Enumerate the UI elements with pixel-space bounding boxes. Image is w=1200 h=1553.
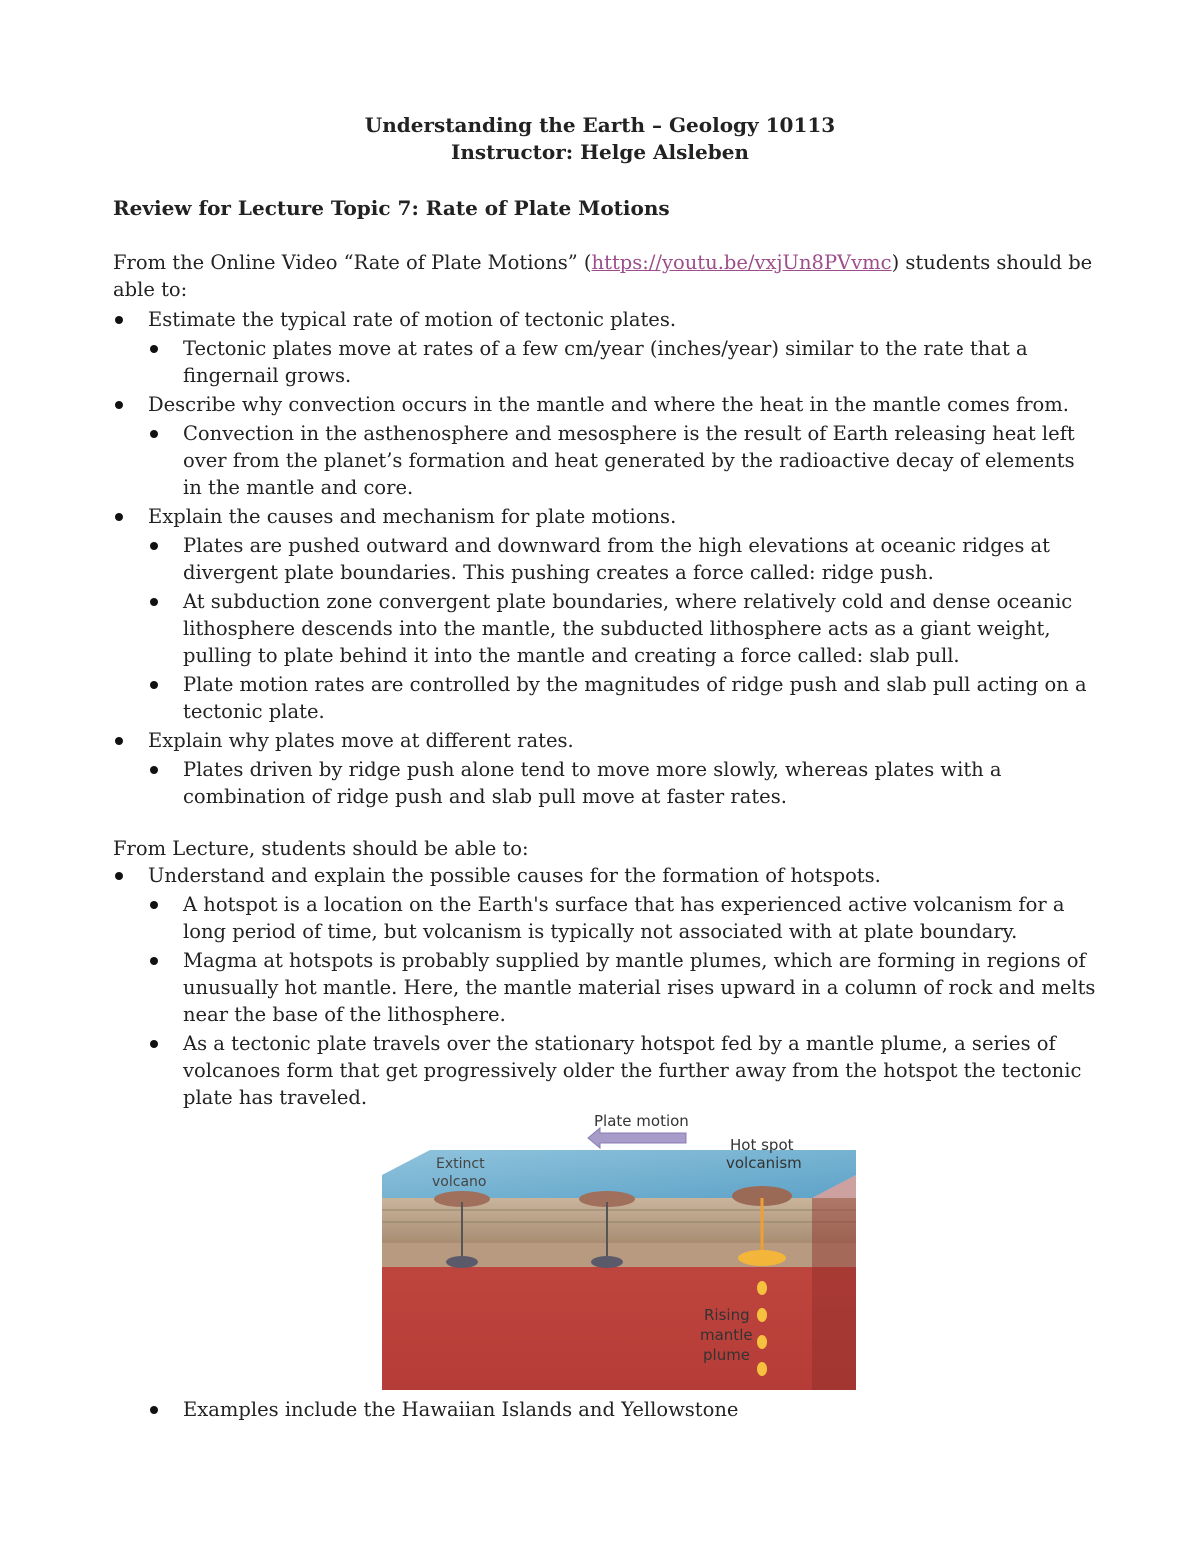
block-side (812, 1175, 856, 1390)
plume-blob (757, 1308, 767, 1322)
list-item (148, 532, 1098, 586)
video-intro (113, 249, 1093, 303)
list-item (113, 727, 1098, 810)
list-item-text: Examples include the Hawaiian Islands and Yellowstone (183, 1398, 739, 1421)
plate-motion-label: Plate motion (594, 1112, 689, 1130)
list-item (148, 671, 1098, 725)
plume-head (738, 1250, 786, 1266)
list-item (148, 335, 1098, 389)
bullet-icon (150, 1406, 158, 1414)
list-item (148, 1396, 1098, 1423)
examples-list (148, 1396, 1098, 1425)
list-item-text: Understand and explain the possible causes for the formation of hotspots. (148, 864, 881, 887)
sub-list (148, 532, 1098, 725)
list-item (113, 306, 1098, 389)
plume-blob (757, 1335, 767, 1349)
list-item-text: Tectonic plates move at rates of a few cm/year (inches/year) similar to the rate that a fingernail grows. (183, 337, 1028, 387)
list-item (113, 862, 1098, 1111)
list-item-text: Convection in the asthenosphere and mesosphere is the result of Earth releasing heat left over from the planet’s formation and heat generated by the radioactive decay of elements in the mantle and core. (183, 422, 1075, 499)
bullet-icon (150, 901, 158, 909)
bullet-icon (150, 542, 158, 550)
plume-label: plume (703, 1346, 751, 1364)
rising-label: Rising (704, 1306, 750, 1324)
list-item (148, 1030, 1098, 1111)
list-item-text: Plate motion rates are controlled by the magnitudes of ridge push and slab pull acting on a tectonic plate. (183, 673, 1087, 723)
list-item (113, 503, 1098, 725)
plume-blob (757, 1281, 767, 1295)
hotspot-figure (382, 1110, 856, 1390)
sub-list (148, 891, 1098, 1111)
list-item-text: As a tectonic plate travels over the stationary hotspot fed by a mantle plume, a series of volcanoes form that get progressively older the further away from the hotspot the tectonic plate has traveled. (183, 1032, 1082, 1109)
list-item-text: Magma at hotspots is probably supplied by mantle plumes, which are forming in regions of unusually hot mantle. Here, the mantle material rises upward in a column of rock and melts near the base of the lithosphere. (183, 949, 1096, 1026)
video-objectives-list (113, 306, 1098, 812)
video-link[interactable]: https://youtu.be/vxjUn8PVvmc (591, 251, 892, 274)
bullet-icon (115, 872, 123, 880)
list-item-text: A hotspot is a location on the Earth's surface that has experienced active volcanism for a long period of time, but volcanism is typically not associated with at plate boundary. (183, 893, 1065, 943)
bullet-icon (150, 681, 158, 689)
list-item-text: Explain the causes and mechanism for plate motions. (148, 505, 677, 528)
video-intro-before: From the Online Video “Rate of Plate Motions” ( (113, 251, 592, 274)
volcanism-label: volcanism (726, 1154, 802, 1172)
course-title: Understanding the Earth – Geology 10113 (364, 113, 836, 137)
bullet-icon (115, 513, 123, 521)
list-item (148, 891, 1098, 945)
bullet-icon (150, 345, 158, 353)
sub-list (148, 756, 1098, 810)
lecture-intro: From Lecture, students should be able to: (113, 837, 529, 860)
video-intro-after: ) students should be able to: (113, 251, 1093, 301)
bullet-icon (115, 316, 123, 324)
list-item-text: Explain why plates move at different rates. (148, 729, 574, 752)
plume-blob (757, 1362, 767, 1376)
old-magma-chamber (591, 1256, 623, 1268)
document-header (0, 112, 1200, 166)
hotspot-diagram (382, 1110, 856, 1390)
list-item (148, 588, 1098, 669)
bullet-icon (150, 957, 158, 965)
plate-motion-arrow (588, 1128, 686, 1148)
sub-list (148, 335, 1098, 389)
list-item-text: Plates are pushed outward and downward from the high elevations at oceanic ridges at divergent plate boundaries. This pushing creates a force called: ridge push. (183, 534, 1050, 584)
bullet-icon (150, 598, 158, 606)
extinct-label: Extinct (436, 1156, 485, 1172)
lecture-objectives-list (113, 862, 1098, 1113)
list-item (113, 391, 1098, 501)
list-item (148, 947, 1098, 1028)
bullet-icon (115, 737, 123, 745)
section-title: Review for Lecture Topic 7: Rate of Plate Motions (113, 196, 670, 220)
instructor-line: Instructor: Helge Alsleben (451, 140, 749, 164)
list-item (148, 756, 1098, 810)
bullet-icon (150, 430, 158, 438)
extinct-magma-chamber (446, 1256, 478, 1268)
sub-list (148, 420, 1098, 501)
hot-spot-label: Hot spot (730, 1136, 794, 1154)
list-item-text: At subduction zone convergent plate boundaries, where relatively cold and dense oceanic lithosphere descends into the mantle, the subducted lithosphere acts as a giant weight, pulling to plate behind it into the mantle and creating a force called: slab pull. (183, 590, 1073, 667)
list-item-text: Plates driven by ridge push alone tend to move more slowly, whereas plates with a combination of ridge push and slab pull move at faster rates. (183, 758, 1002, 808)
mantle-label: mantle (700, 1326, 753, 1344)
bullet-icon (150, 1040, 158, 1048)
bullet-icon (150, 766, 158, 774)
list-item-text: Describe why convection occurs in the mantle and where the heat in the mantle comes from. (148, 393, 1069, 416)
bullet-icon (115, 401, 123, 409)
list-item-text: Estimate the typical rate of motion of tectonic plates. (148, 308, 677, 331)
list-item (148, 420, 1098, 501)
volcano-label: volcano (432, 1174, 487, 1190)
